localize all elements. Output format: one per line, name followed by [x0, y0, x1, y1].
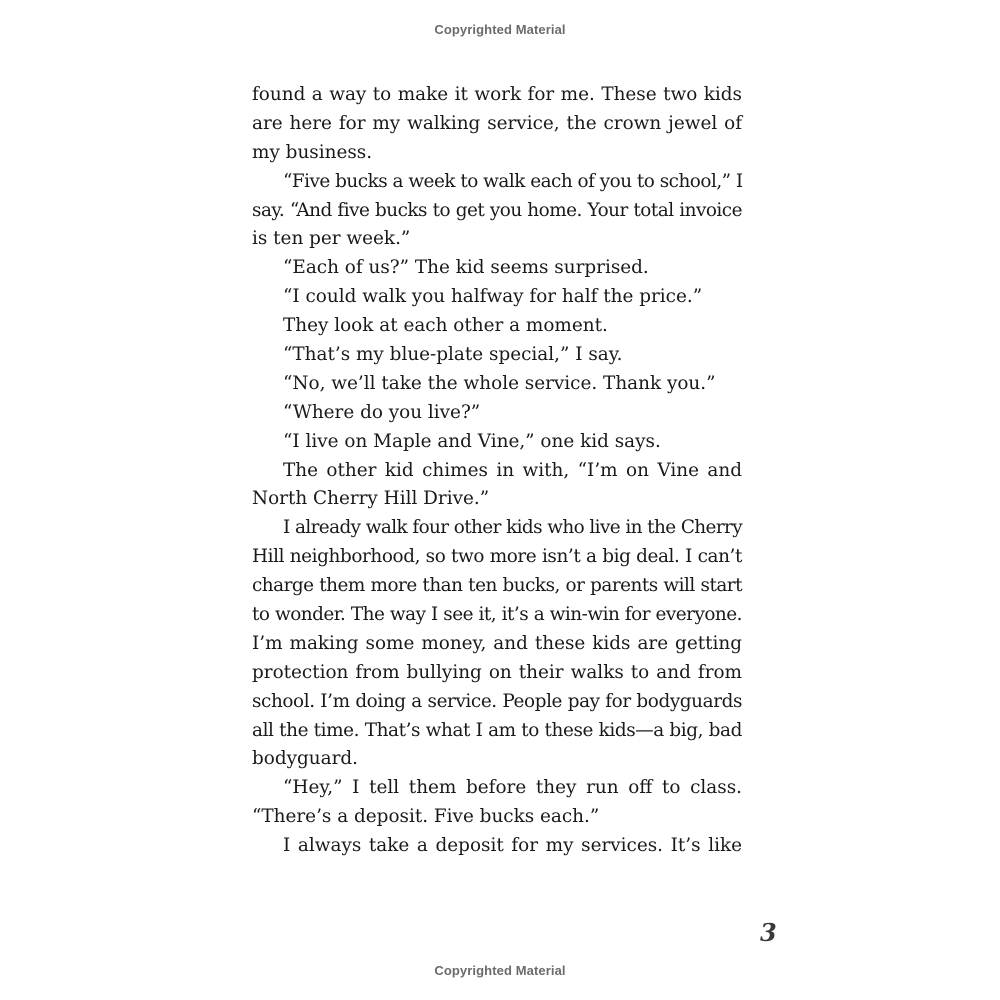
text-line: “I could walk you halfway for half the price.” — [283, 286, 703, 308]
text-line: Hill neighborhood, so two more isn’t a big deal. I can’t — [252, 546, 742, 568]
text-line: found a way to make it work for me. These two kids — [252, 84, 742, 105]
text-line: They look at each other a moment. — [283, 315, 608, 337]
text-line: I’m making some money, and these kids are getting — [252, 632, 742, 654]
page-body-text — [252, 81, 742, 861]
text-line: charge them more than ten bucks, or parents will start — [252, 575, 742, 597]
text-line: I already walk four other kids who live in the Cherry — [283, 517, 742, 539]
text-line: protection from bullying on their walks to and from — [252, 661, 742, 683]
text-line: “That’s my blue-plate special,” I say. — [283, 344, 623, 366]
copyright-footer: Copyrighted Material — [434, 963, 566, 978]
text-line: to wonder. The way I see it, it’s a win-win for everyone. — [252, 604, 742, 626]
text-line: “No, we’ll take the whole service. Thank you.” — [283, 372, 716, 394]
text-line: “Five bucks a week to walk each of you to school,” I — [283, 170, 743, 192]
text-line: “Each of us?” The kid seems surprised. — [283, 257, 649, 279]
text-line: “I live on Maple and Vine,” one kid says. — [283, 430, 661, 452]
page-number: 3 — [760, 918, 777, 947]
text-line: “There’s a deposit. Five bucks each.” — [252, 806, 600, 828]
text-line: all the time. That’s what I am to these kids—a big, bad — [252, 719, 742, 741]
text-line: is ten per week.” — [252, 228, 411, 250]
text-line: are here for my walking service, the crown jewel of — [252, 112, 742, 134]
text-line: The other kid chimes in with, “I’m on Vine and — [283, 459, 742, 481]
text-line: bodyguard. — [252, 748, 358, 770]
text-line: “Where do you live?” — [283, 401, 481, 423]
text-line: “Hey,” I tell them before they run off to class. — [283, 777, 742, 799]
text-line: school. I’m doing a service. People pay for bodyguards — [252, 690, 742, 712]
text-line: my business. — [252, 141, 373, 163]
text-line: say. “And five bucks to get you home. Your total invoice — [252, 199, 742, 221]
text-line: North Cherry Hill Drive.” — [252, 488, 490, 510]
copyright-header: Copyrighted Material — [434, 22, 566, 37]
text-line: I always take a deposit for my services. It’s like — [283, 835, 742, 857]
